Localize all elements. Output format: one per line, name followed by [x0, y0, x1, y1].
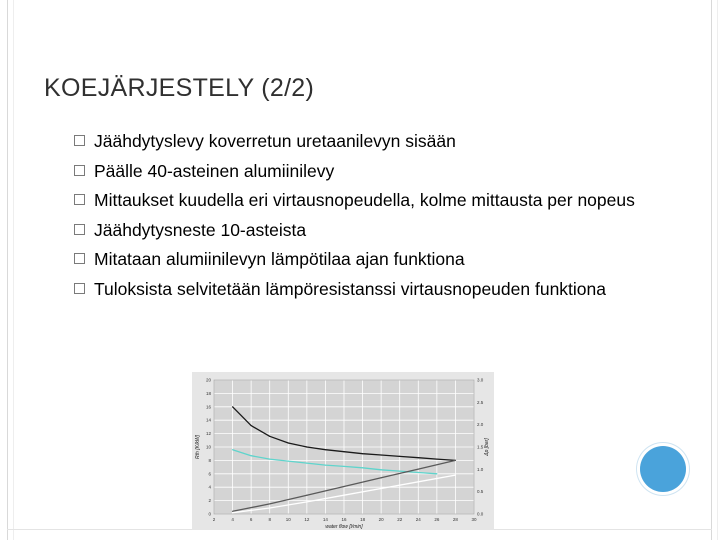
y-right-tick-label: 0.5 [477, 489, 484, 495]
y-left-tick-label: 6 [208, 471, 211, 477]
series-point-4 [306, 501, 307, 502]
bullet-text: Päälle 40-asteinen alumiinilevy [94, 160, 335, 181]
y-right-axis-label: Δp [bar] [484, 438, 490, 456]
series-point-2 [325, 464, 326, 465]
series-point-1 [232, 406, 233, 407]
x-tick-label: 18 [360, 517, 366, 522]
series-point-2 [306, 462, 307, 463]
thermal-resistance-chart [192, 372, 494, 530]
series-point-1 [306, 446, 307, 447]
x-tick-label: 22 [397, 517, 403, 522]
bullet-item [72, 248, 672, 270]
frame-line-left [7, 0, 8, 540]
bullet-item [72, 160, 672, 182]
series-point-3 [232, 511, 233, 512]
series-point-1 [436, 458, 437, 459]
series-point-4 [418, 481, 419, 482]
bullet-item [72, 219, 672, 241]
checkbox-bullet-icon [74, 135, 85, 146]
x-tick-label: 2 [212, 517, 216, 522]
series-point-1 [288, 442, 289, 443]
y-left-tick-label: 14 [205, 417, 211, 423]
x-tick-label: 26 [434, 517, 440, 522]
series-point-2 [232, 449, 233, 450]
checkbox-bullet-icon [74, 165, 85, 176]
bullet-text: Mittaukset kuudella eri virtausnopeudella, kolme mittausta per nopeus [94, 190, 635, 210]
series-point-4 [343, 495, 344, 496]
series-point-1 [269, 436, 270, 437]
y-right-tick-label: 1.0 [477, 466, 484, 472]
y-left-tick-label: 16 [205, 404, 211, 410]
series-point-1 [325, 449, 326, 450]
x-axis-label: water flow [l/min] [325, 524, 363, 530]
checkbox-bullet-icon [74, 194, 85, 205]
x-tick-label: 30 [471, 517, 477, 522]
series-point-1 [418, 457, 419, 458]
decorative-circle [640, 446, 686, 492]
bullet-text: Tuloksista selvitetään lämpöresistanssi virtausnopeuden funktiona [94, 278, 606, 299]
series-point-4 [381, 488, 382, 489]
x-tick-label: 28 [452, 517, 458, 522]
series-point-4 [232, 512, 233, 513]
y-right-tick-label: 0.0 [477, 511, 484, 517]
y-left-tick-label: 8 [208, 457, 211, 463]
series-point-2 [436, 473, 437, 474]
bullet-text: Jäähdytysneste 10-asteista [94, 219, 307, 240]
series-point-2 [362, 467, 363, 468]
y-left-tick-label: 0 [208, 511, 211, 517]
x-tick-label: 10 [285, 517, 291, 522]
series-point-3 [418, 469, 419, 470]
x-tick-label: 14 [322, 517, 328, 522]
bullet-item [72, 130, 672, 152]
x-tick-label: 20 [378, 517, 384, 522]
bullet-item [72, 278, 672, 300]
bullet-item [72, 189, 672, 211]
checkbox-bullet-icon [74, 283, 85, 294]
x-tick-label: 24 [415, 517, 421, 522]
series-point-3 [343, 486, 344, 487]
x-tick-label: 8 [268, 517, 271, 522]
series-point-3 [381, 477, 382, 478]
series-point-2 [288, 460, 289, 461]
y-left-tick-label: 2 [208, 498, 211, 504]
bullet-text: Mitataan alumiinilevyn lämpötilaa ajan funktiona [94, 249, 465, 269]
y-right-tick-label: 2.5 [477, 399, 484, 405]
series-point-2 [418, 472, 419, 473]
series-point-1 [251, 425, 252, 426]
series-point-1 [343, 451, 344, 452]
y-left-tick-label: 10 [205, 444, 211, 450]
series-point-2 [399, 471, 400, 472]
y-left-tick-label: 4 [208, 484, 211, 490]
frame-line-right [711, 0, 712, 540]
x-tick-label: 16 [341, 517, 347, 522]
y-right-tick-label: 3.0 [477, 377, 484, 383]
x-tick-label: 6 [249, 517, 253, 522]
checkbox-bullet-icon [74, 224, 85, 235]
frame-line-right-outer [717, 0, 718, 540]
x-tick-label: 12 [304, 517, 310, 522]
chart-svg [192, 372, 494, 530]
bullet-text: Jäähdytyslevy koverretun uretaanilevyn sisään [94, 131, 456, 151]
y-left-tick-label: 12 [205, 431, 211, 437]
series-point-3 [269, 503, 270, 504]
series-point-3 [306, 495, 307, 496]
series-point-2 [343, 466, 344, 467]
series-point-1 [399, 456, 400, 457]
series-point-4 [269, 507, 270, 508]
series-point-2 [269, 458, 270, 459]
series-point-2 [251, 455, 252, 456]
series-point-1 [362, 453, 363, 454]
slide-title: KOEJÄRJESTELY (2/2) [44, 74, 315, 102]
y-right-tick-label: 1.5 [477, 444, 484, 450]
series-point-3 [455, 460, 456, 461]
y-left-tick-label: 20 [205, 377, 211, 383]
y-right-tick-label: 2.0 [477, 422, 484, 428]
bullet-list [72, 130, 672, 307]
series-point-1 [381, 454, 382, 455]
series-point-4 [455, 475, 456, 476]
y-left-tick-label: 18 [205, 390, 211, 396]
series-point-2 [381, 469, 382, 470]
x-tick-label: 4 [231, 517, 234, 522]
y-left-axis-label: Rth [K/kW] [195, 435, 201, 459]
frame-line-left-inner [13, 0, 14, 540]
checkbox-bullet-icon [74, 253, 85, 264]
